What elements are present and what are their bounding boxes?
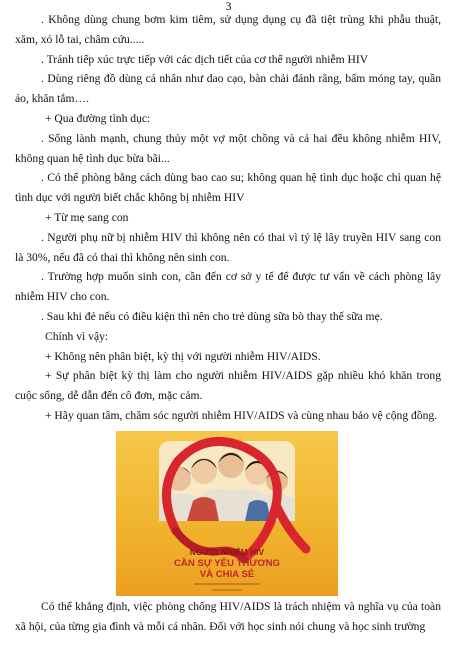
poster-logo-mark xyxy=(212,589,242,591)
document-body xyxy=(15,10,441,426)
heading-sexual-route: + Qua đường tình dục: xyxy=(45,111,151,125)
paragraph-no-discrimination: + Không nên phân biệt, kỳ thị với người nhiễm HIV/AIDS. xyxy=(45,349,321,363)
page-number: 3 xyxy=(225,0,232,13)
paragraph-discrimination-effects: + Sự phân biệt kỳ thị làm cho người nhiễm HIV/AIDS gặp nhiều khó khăn trong cuộc sống, dễ dẫn đến cô đơn, mặc cảm. xyxy=(15,369,441,403)
paragraph-condom: . Có thể phòng bằng cách dùng bao cao su; không quan hệ tình dục hoặc chỉ quan hệ tình dục với người biết chắc không bị nhiễm HIV xyxy=(15,171,441,205)
paragraph-personal-items: . Dùng riêng đồ dùng cá nhân như dao cạo, bàn chải đánh răng, bấm móng tay, quần áo, khăn tắm…. xyxy=(15,72,441,106)
paragraph-care: + Hãy quan tâm, chăm sóc người nhiễm HIV/AIDS và cùng nhau bảo vệ cộng đồng. xyxy=(45,408,438,422)
poster-fine-print xyxy=(194,583,260,585)
poster-title-line3: VÀ CHIA SẺ xyxy=(199,569,255,580)
closing-section xyxy=(15,597,441,637)
paragraph-no-shared-needles: . Không dùng chung bơm kim tiêm, sử dụng dụng cụ đã tiệt trùng khi phẫu thuật, xăm, xỏ lỗ tai, châm cứu..... xyxy=(15,13,441,46)
poster-title-line2: CẦN SỰ YÊU THƯƠNG xyxy=(173,558,280,569)
paragraph-avoid-fluids: . Tránh tiếp xúc trực tiếp với các dịch tiết của cơ thể người nhiễm HIV xyxy=(41,52,369,66)
hiv-awareness-poster xyxy=(116,431,338,596)
paragraph-formula: . Sau khi đẻ nếu có điều kiện thì nên cho trẻ dùng sữa bò thay thế sữa mẹ. xyxy=(41,309,383,323)
heading-therefore: Chính vì vậy: xyxy=(45,329,109,343)
paragraph-pregnancy: . Người phụ nữ bị nhiễm HIV thì không nên có thai vì tỷ lệ lây truyền HIV sang con là 30%, nếu đã có thai thì không nên sinh con. xyxy=(15,230,441,264)
poster-title-line1: NGƯỜI NHIỄM HIV xyxy=(189,548,265,557)
paragraph-faithful: . Sống lành mạnh, chung thủy một vợ một chồng và cả hai đều không nhiễm HIV, không quan hệ tình dục bừa bãi... xyxy=(15,131,441,165)
heading-mother-to-child: + Từ mẹ sang con xyxy=(45,210,129,224)
paragraph-counseling: . Trường hợp muốn sinh con, cần đến cơ sở y tế để được tư vấn về cách phòng lây nhiễm HIV cho con. xyxy=(15,270,441,304)
paragraph-closing: Có thể khẳng định, việc phòng chống HIV/AIDS là trách nhiệm và nghĩa vụ của toàn xã hội, của từng gia đình và mỗi cá nhân. Đối với học sinh nói chung và học sinh trường xyxy=(15,600,441,633)
